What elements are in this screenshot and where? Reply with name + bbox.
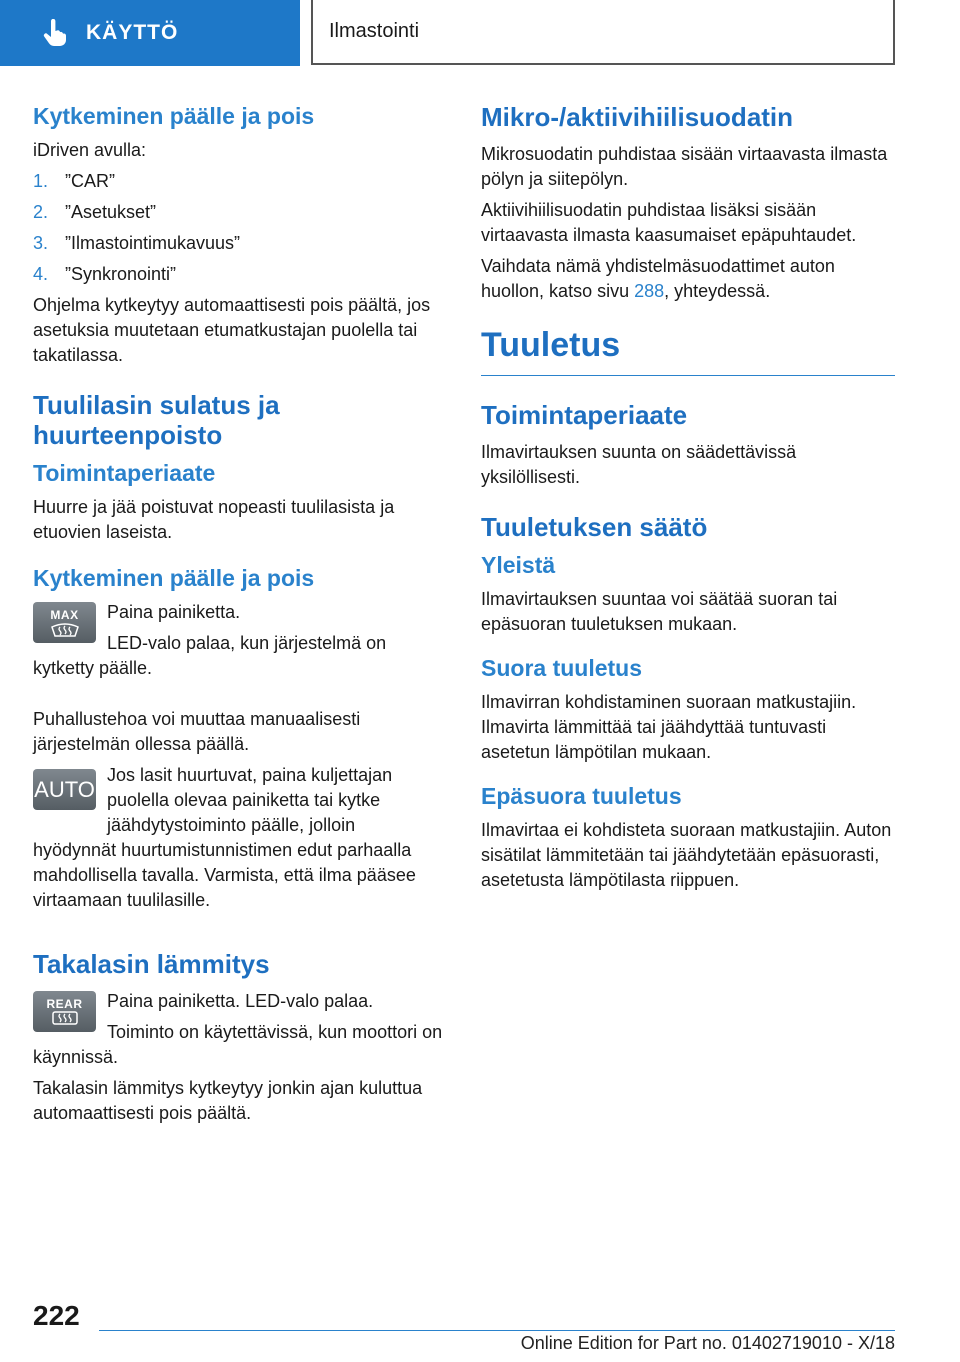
list-item: 4. ”Synkronointi”: [33, 264, 177, 284]
heading-mikro: Mikro-/aktiivihiilisuodatin: [481, 102, 794, 132]
edition-footer: Online Edition for Part no. 01402719010 - X/18: [520, 1333, 895, 1353]
epasuora-text: Ilmavirtaa ei kohdisteta suoraan matkustajiin. Auton sisätilat lämmitetään tai jäähdytetään epäsuorasti, asetetusta lämpötilasta riippuen.: [481, 820, 892, 890]
step-list: [33, 169, 443, 287]
section-tab[interactable]: [0, 0, 300, 66]
rear-auto-text: Takalasin lämmitys kytkeytyy jonkin ajan kuluttua automaattisesti pois päältä.: [33, 1078, 423, 1123]
heading-tuulilasi: Tuulilasin sulatus ja huurteenpoisto: [33, 390, 280, 450]
list-item: 2. ”Asetukset”: [33, 202, 157, 222]
heading-yleista: Yleistä: [481, 552, 556, 578]
paina-text: Paina painiketta.: [107, 602, 241, 622]
chapter-title: Ilmastointi: [311, 0, 895, 65]
list-item: 1. ”CAR”: [33, 171, 115, 191]
yleista-text: Ilmavirtauksen suuntaa voi säätää suoran tai epäsuoran tuuletuksen mukaan.: [481, 589, 838, 634]
heading-epasuora: Epäsuora tuuletus: [481, 783, 682, 809]
section-tab-label: KÄYTTÖ: [86, 21, 179, 44]
heading-kytkeminen: Kytkeminen päälle ja pois: [33, 103, 315, 129]
toiminta-text-right: Ilmavirtauksen suunta on säädettävissä yksilöllisesti.: [481, 442, 797, 487]
led-text: LED-valo palaa, kun järjestelmä on kytketty päälle.: [33, 633, 387, 678]
puhallus-text: Puhallustehoa voi muuttaa manuaalisesti järjestelmän ollessa päällä.: [33, 709, 361, 754]
heading-tuuletus: Tuuletus: [481, 326, 895, 376]
rear-defrost-icon: [50, 1010, 80, 1026]
suora-text: Ilmavirran kohdistaminen suoraan matkustajiin. Ilmavirta lämmittää tai jäähdyttää tuntuvasti asetetun lämpötilan mukaan.: [481, 692, 857, 762]
footer-divider: [99, 1330, 895, 1331]
page-link-288[interactable]: 288: [634, 281, 665, 301]
auto-text: Jos lasit huurtuvat, paina kuljettajan puolella olevaa painiketta tai kytke jäähdytystoiminto päälle, jolloin hyödynnät huurtumistunnistimen edut parhaalla mahdollisella tavalla. Varmista, että ilma pääsee virtaamaan tuulilasille.: [33, 765, 416, 910]
heading-toimintaperiaate-right: Toimintaperiaate: [481, 400, 688, 430]
idrive-intro: iDriven avulla:: [33, 140, 147, 160]
sync-text: Ohjelma kytkeytyy automaattisesti pois päältä, jos asetuksia muutetaan etumatkustajan puolella tai takatilassa.: [33, 295, 431, 365]
aktiivi-text: Aktiivihiilisuodatin puhdistaa lisäksi sisään virtaavasta ilmasta kaasumaiset epäpuhtaudet.: [481, 200, 857, 245]
heading-suora: Suora tuuletus: [481, 655, 643, 681]
left-column: [33, 100, 443, 1132]
auto-button-icon: AUTO: [33, 769, 96, 810]
rear-toiminto-text: Toiminto on käytettävissä, kun moottori on käynnissä.: [33, 1022, 443, 1067]
hand-pointer-icon: [42, 19, 68, 47]
heading-toimintaperiaate: Toimintaperiaate: [33, 460, 216, 486]
list-item: 3. ”Ilmastointimukavuus”: [33, 233, 241, 253]
heading-takalasi: Takalasin lämmitys: [33, 949, 270, 979]
toiminta-text: Huurre ja jää poistuvat nopeasti tuulilasista ja etuovien laseista.: [33, 497, 395, 542]
mikro-text: Mikrosuodatin puhdistaa sisään virtaavasta ilmasta pölyn ja siitepölyn.: [481, 144, 888, 189]
heading-kytkeminen-2: Kytkeminen päälle ja pois: [33, 565, 315, 591]
windshield-defrost-icon: [50, 621, 80, 637]
vaihda-text: Vaihdata nämä yhdistelmäsuodattimet auton huollon, katso sivu 288, yhteydessä.: [481, 256, 835, 301]
max-defrost-button-icon: MAX: [33, 602, 96, 643]
heading-saato: Tuuletuksen säätö: [481, 512, 708, 542]
rear-paina-text: Paina painiketta. LED-valo palaa.: [107, 991, 374, 1011]
right-column: [481, 100, 895, 899]
rear-defrost-button-icon: REAR: [33, 991, 96, 1032]
page-number: 222: [33, 1300, 80, 1331]
